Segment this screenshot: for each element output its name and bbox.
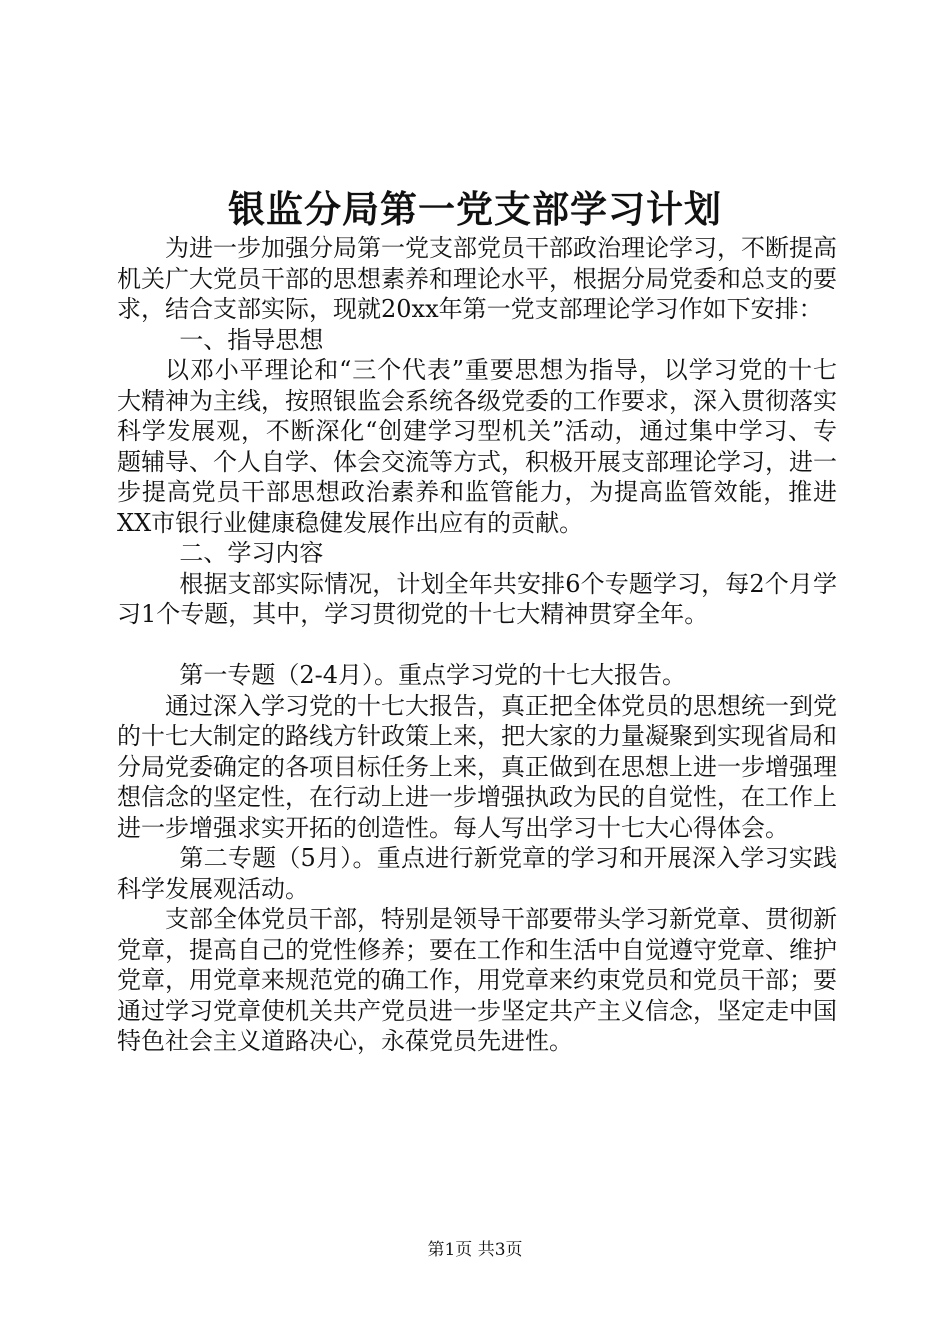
- section-heading-study-content: 二、学习内容: [179, 539, 324, 567]
- document-title: 银监分局第一党支部学习计划: [228, 187, 722, 231]
- topic-one-heading: 第一专题（2-4月）。重点学习党的十七大报告。: [179, 661, 687, 689]
- page-number-footer: 第1页 共3页: [427, 1240, 523, 1260]
- intro-paragraph: 为进一步加强分局第一党支部党员干部政治理论学习，不断提高机关广大党员干部的思想素养和理论水平，根据分局党委和总支的要求，结合支部实际，现就20xx年第一党支部理论学习作如下安排：: [117, 234, 837, 323]
- paragraph-gap: [117, 630, 837, 661]
- guiding-thought-paragraph: 以邓小平理论和“三个代表”重要思想为指导，以学习党的十七大精神为主线，按照银监会系统各级党委的工作要求，深入贯彻落实科学发展观，不断深化“创建学习型机关”活动，通过集中学习、专题辅导、个人自学、体会交流等方式，积极开展支部理论学习，进一步提高党员干部思想政治素养和监管能力，为提高监管效能，推进XX市银行业健康稳健发展作出应有的贡献。: [117, 356, 837, 537]
- topic-one-paragraph: 通过深入学习党的十七大报告，真正把全体党员的思想统一到党的十七大制定的路线方针政策上来，把大家的力量凝聚到实现省局和分局党委确定的各项目标任务上来，真正做到在思想上进一步增强理想信念的坚定性，在行动上进一步增强执政为民的自觉性，在工作上进一步增强求实开拓的创造性。每人写出学习十七大心得体会。: [117, 691, 837, 842]
- topic-two-paragraph: 支部全体党员干部，特别是领导干部要带头学习新党章、贯彻新党章，提高自己的党性修养；要在工作和生活中自觉遵守党章、维护党章，用党章来规范党的确工作，用党章来约束党员和党员干部；要通过学习党章使机关共产党员进一步坚定共产主义信念，坚定走中国特色社会主义道路决心，永葆党员先进性。: [117, 905, 837, 1055]
- topic-two-heading: 第二专题（5月）。重点进行新党章的学习和开展深入学习实践科学发展观活动。: [117, 844, 837, 903]
- study-content-paragraph: 根据支部实际情况，计划全年共安排6个专题学习，每2个月学习1个专题，其中，学习贯彻党的十七大精神贯穿全年。: [117, 569, 837, 628]
- section-heading-guiding-thought: 一、指导思想: [179, 325, 324, 354]
- document-body: [117, 233, 837, 1057]
